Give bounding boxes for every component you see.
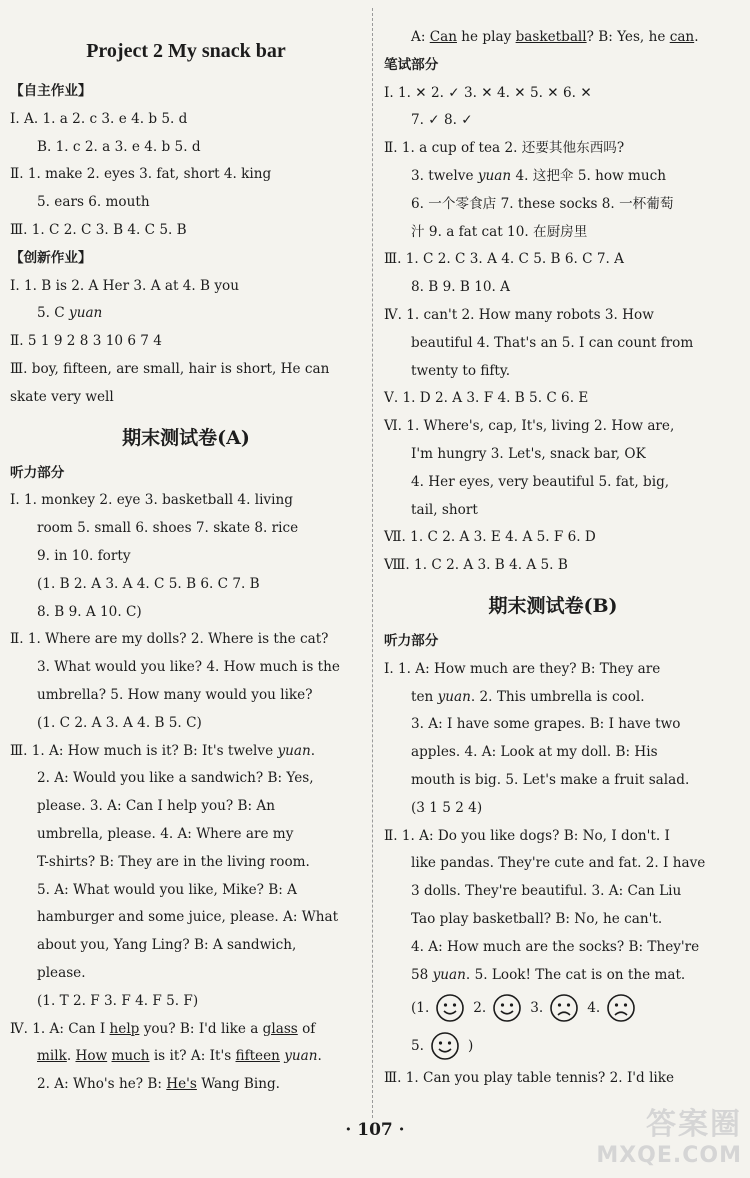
answer-line: 5. ears 6. mouth	[37, 194, 150, 211]
answer-line: Ⅱ. 1. A: Do you like dogs? B: No, I don't. I	[384, 827, 670, 844]
answer-line: Ⅰ. 1. monkey 2. eye 3. basketball 4. living	[10, 492, 293, 509]
answer-line: A: Can he play basketball? B: Yes, he can.	[411, 29, 699, 45]
answer-line: 4. Her eyes, very beautiful 5. fat, big,	[411, 473, 670, 490]
face-num-5: 5.	[411, 1038, 424, 1055]
answer-line: Ⅰ. 1. B is 2. A Her 3. A at 4. B you	[10, 277, 239, 294]
answer-line: twenty to fifty.	[411, 362, 511, 379]
answer-line: Ⅲ. 1. Can you play table tennis? 2. I'd like	[384, 1070, 675, 1087]
answer-line: 2. A: Would you like a sandwich? B: Yes,	[37, 770, 314, 787]
answer-line: room 5. small 6. shoes 7. skate 8. rice	[37, 520, 299, 537]
answer-line: I'm hungry 3. Let's, snack bar, OK	[411, 445, 646, 462]
project-title: Project 2 My snack bar	[86, 40, 286, 62]
answer-line: 6. 一个零食店 7. these socks 8. 一杯葡萄	[411, 195, 674, 212]
answer-line: umbrella, please. 4. A: Where are my	[37, 825, 294, 842]
answer-line: 3 dolls. They're beautiful. 3. A: Can Liu	[411, 883, 682, 900]
answer-line: 8. B 9. B 10. A	[411, 279, 510, 296]
left-column	[10, 24, 362, 1099]
answer-line: 8. B 9. A 10. C)	[37, 603, 142, 620]
answer-line: 2. A: Who's he? B: He's Wang Bing.	[37, 1076, 280, 1093]
answer-line: Ⅱ. 1. a cup of tea 2. 还要其他东西吗?	[384, 140, 625, 157]
answer-line: B. 1. c 2. a 3. e 4. b 5. d	[37, 138, 201, 155]
happy-face-icon	[430, 1031, 460, 1061]
answer-line: Ⅳ. 1. can't 2. How many robots 3. How	[384, 306, 654, 323]
answer-line: 7. ✓ 8. ✓	[411, 112, 473, 129]
answer-line: 汁 9. a fat cat 10. 在厨房里	[411, 223, 588, 240]
answer-line: 3. What would you like? 4. How much is the	[37, 659, 340, 676]
answer-line: umbrella? 5. How many would you like?	[37, 686, 313, 703]
answer-line: Ⅰ. 1. ✕ 2. ✓ 3. ✕ 4. ✕ 5. ✕ 6. ✕	[384, 84, 592, 101]
answer-line: Ⅲ. boy, fifteen, are small, hair is short, He can	[10, 360, 330, 377]
answer-line: T-shirts? B: They are in the living room.	[37, 853, 310, 870]
answer-line: 3. A: I have some grapes. B: I have two	[411, 716, 681, 733]
sad-face-icon	[549, 993, 579, 1023]
answer-line: 9. in 10. forty	[37, 547, 131, 564]
answer-line: skate very well	[10, 388, 114, 405]
sad-face-icon	[606, 993, 636, 1023]
answer-line: Ⅵ. 1. Where's, cap, It's, living 2. How are,	[384, 418, 675, 435]
answer-line: Ⅱ. 5 1 9 2 8 3 10 6 7 4	[10, 333, 162, 350]
answer-line: Ⅰ. 1. A: How much are they? B: They are	[384, 660, 661, 677]
answer-line: (1. B 2. A 3. A 4. C 5. B 6. C 7. B	[37, 575, 260, 592]
answer-line: apples. 4. A: Look at my doll. B: His	[411, 744, 658, 761]
faces-answer-line	[384, 1027, 722, 1065]
answer-line: 4. A: How much are the socks? B: They're	[411, 938, 700, 955]
answer-line: Ⅱ. 1. make 2. eyes 3. fat, short 4. king	[10, 166, 272, 183]
answer-line: ten yuan. 2. This umbrella is cool.	[411, 688, 645, 705]
page-number: · 107 ·	[345, 1120, 405, 1140]
answer-line: about you, Yang Ling? B: A sandwich,	[37, 937, 297, 954]
happy-face-icon	[435, 993, 465, 1023]
answer-line: Ⅲ. 1. C 2. C 3. B 4. C 5. B	[10, 221, 187, 238]
listening-header: 听力部分	[10, 464, 65, 481]
watermark	[596, 1099, 742, 1168]
answer-line: Ⅰ. A. 1. a 2. c 3. e 4. b 5. d	[10, 110, 188, 127]
answer-line: like pandas. They're cute and fat. 2. I have	[411, 855, 706, 872]
answer-line: please. 3. A: Can I help you? B: An	[37, 798, 276, 815]
answer-line: Ⅱ. 1. Where are my dolls? 2. Where is the cat?	[10, 631, 329, 648]
watermark-url: MXQE.COM	[596, 1143, 742, 1168]
answer-line: 58 yuan. 5. Look! The cat is on the mat.	[411, 966, 686, 983]
answer-line: 3. twelve yuan 4. 这把伞 5. how much	[411, 167, 667, 184]
answer-line: Tao play basketball? B: No, he can't.	[411, 910, 663, 927]
face-num-3: 3.	[530, 1000, 544, 1017]
answer-line: (1. C 2. A 3. A 4. B 5. C)	[37, 714, 202, 731]
faces-answer-line	[384, 989, 722, 1027]
answer-line: please.	[37, 964, 86, 981]
face-num-2: 2.	[473, 1000, 487, 1017]
answer-line: mouth is big. 5. Let's make a fruit salad.	[411, 771, 690, 788]
happy-face-icon	[492, 993, 522, 1023]
listening-header: 听力部分	[384, 632, 439, 649]
column-divider	[372, 8, 373, 1118]
written-header: 笔试部分	[384, 56, 439, 73]
answer-line: milk. How much is it? A: It's fifteen yuan.	[37, 1048, 322, 1065]
answer-line: Ⅶ. 1. C 2. A 3. E 4. A 5. F 6. D	[384, 529, 596, 546]
exam-b-title: 期末测试卷(B)	[488, 594, 618, 617]
answer-line: 5. C yuan	[37, 305, 103, 322]
answer-line: Ⅳ. 1. A: Can I help you? B: I'd like a glass of	[10, 1020, 316, 1037]
answer-line: (1. T 2. F 3. F 4. F 5. F)	[37, 992, 199, 1009]
watermark-logo-text: 答案圈	[646, 1107, 742, 1142]
zizhu-header: 【自主作业】	[10, 83, 92, 99]
face-num-4: 4.	[587, 1000, 601, 1017]
answer-line: Ⅲ. 1. C 2. C 3. A 4. C 5. B 6. C 7. A	[384, 251, 624, 268]
answer-line: (3 1 5 2 4)	[411, 799, 483, 816]
answer-line: beautiful 4. That's an 5. I can count from	[411, 334, 694, 351]
answer-line: hamburger and some juice, please. A: What	[37, 909, 339, 926]
faces-open: (1.	[411, 1000, 430, 1017]
answer-line: tail, short	[411, 501, 478, 518]
chuangxin-header: 【创新作业】	[10, 249, 92, 266]
answer-line: Ⅴ. 1. D 2. A 3. F 4. B 5. C 6. E	[384, 390, 589, 407]
answer-line: Ⅷ. 1. C 2. A 3. B 4. A 5. B	[384, 557, 568, 574]
answer-line: Ⅲ. 1. A: How much is it? B: It's twelve yuan.	[10, 742, 316, 759]
right-column	[384, 24, 722, 1093]
answer-line: 5. A: What would you like, Mike? B: A	[37, 881, 297, 898]
faces-close: )	[467, 1038, 474, 1055]
exam-a-title: 期末测试卷(A)	[122, 426, 250, 449]
